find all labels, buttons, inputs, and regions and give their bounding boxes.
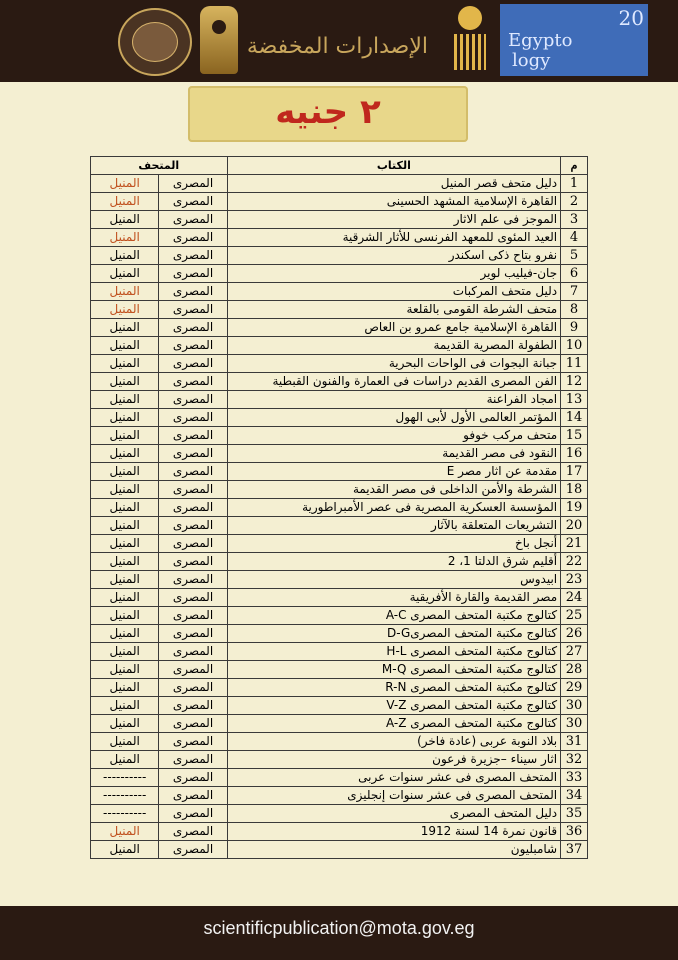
table-row <box>91 517 588 535</box>
museum-secondary: المنيل <box>91 715 159 733</box>
table-row <box>91 787 588 805</box>
book-title: كتالوج مكتبة المتحف المصرى R-N <box>227 679 561 697</box>
museum-primary: المصرى <box>159 589 227 607</box>
row-number: 34 <box>561 787 588 805</box>
col-header-title: الكتاب <box>227 157 561 175</box>
table-row <box>91 823 588 841</box>
table-row <box>91 391 588 409</box>
book-title: كتالوج مكتبة المتحف المصرى A-C <box>227 607 561 625</box>
book-title: مصر القديمة والقارة الأفريقية <box>227 589 561 607</box>
row-number: 25 <box>561 607 588 625</box>
museum-primary: المصرى <box>159 697 227 715</box>
museum-secondary: المنيل <box>91 697 159 715</box>
museum-primary: المصرى <box>159 805 227 823</box>
book-title: الموجز فى علم الاثار <box>227 211 561 229</box>
table-row <box>91 841 588 859</box>
row-number: 9 <box>561 319 588 337</box>
museum-secondary: ---------- <box>91 805 159 823</box>
books-table <box>90 156 588 859</box>
book-title: المؤتمر العالمى الأول لأبى الهول <box>227 409 561 427</box>
row-number: 11 <box>561 355 588 373</box>
table-row <box>91 733 588 751</box>
museum-secondary: المنيل <box>91 409 159 427</box>
museum-secondary: ---------- <box>91 787 159 805</box>
book-title: كتالوج مكتبة المتحف المصرى V-Z <box>227 697 561 715</box>
book-title: الفن المصرى القديم دراسات فى العمارة والفنون القبطية <box>227 373 561 391</box>
museum-secondary: المنيل <box>91 427 159 445</box>
ministry-seal-icon <box>118 8 192 76</box>
book-title: كتالوج مكتبة المتحف المصرى A-Z <box>227 715 561 733</box>
museum-primary: المصرى <box>159 265 227 283</box>
museum-secondary: المنيل <box>91 301 159 319</box>
museum-secondary: المنيل <box>91 355 159 373</box>
table-body <box>91 175 588 859</box>
table-row <box>91 535 588 553</box>
table-row <box>91 445 588 463</box>
museum-primary: المصرى <box>159 337 227 355</box>
table-row <box>91 283 588 301</box>
book-title: مقدمة عن اثار مصر E <box>227 463 561 481</box>
museum-secondary: المنيل <box>91 823 159 841</box>
price-banner <box>188 86 468 142</box>
table-row <box>91 643 588 661</box>
museum-secondary: المنيل <box>91 625 159 643</box>
museum-secondary: المنيل <box>91 211 159 229</box>
museum-secondary: المنيل <box>91 193 159 211</box>
museum-secondary: المنيل <box>91 553 159 571</box>
sun-disc-icon <box>452 6 488 72</box>
museum-primary: المصرى <box>159 355 227 373</box>
museum-secondary: المنيل <box>91 391 159 409</box>
table-row <box>91 211 588 229</box>
museum-secondary: المنيل <box>91 571 159 589</box>
row-number: 30 <box>561 697 588 715</box>
book-title: جان-فيليب لوير <box>227 265 561 283</box>
row-number: 32 <box>561 751 588 769</box>
museum-secondary: ---------- <box>91 769 159 787</box>
row-number: 6 <box>561 265 588 283</box>
row-number: 18 <box>561 481 588 499</box>
museum-primary: المصرى <box>159 481 227 499</box>
museum-primary: المصرى <box>159 571 227 589</box>
book-title: ابيدوس <box>227 571 561 589</box>
book-title: العيد المئوى للمعهد الفرنسى للأثار الشرقية <box>227 229 561 247</box>
row-number: 26 <box>561 625 588 643</box>
museum-secondary: المنيل <box>91 679 159 697</box>
museum-primary: المصرى <box>159 463 227 481</box>
museum-primary: المصرى <box>159 553 227 571</box>
table-row <box>91 247 588 265</box>
book-title: دليل المتحف المصرى <box>227 805 561 823</box>
book-title: المتحف المصرى فى عشر سنوات إنجليزى <box>227 787 561 805</box>
museum-secondary: المنيل <box>91 445 159 463</box>
museum-primary: المصرى <box>159 193 227 211</box>
table-row <box>91 697 588 715</box>
museum-secondary: المنيل <box>91 499 159 517</box>
row-number: 30 <box>561 715 588 733</box>
museum-secondary: المنيل <box>91 265 159 283</box>
museum-primary: المصرى <box>159 247 227 265</box>
museum-primary: المصرى <box>159 391 227 409</box>
price-label: ٢ جنيه <box>275 92 381 132</box>
museum-secondary: المنيل <box>91 589 159 607</box>
row-number: 23 <box>561 571 588 589</box>
book-title: اثار سيناء –جزيرة فرعون <box>227 751 561 769</box>
row-number: 4 <box>561 229 588 247</box>
table-row <box>91 805 588 823</box>
table-row <box>91 409 588 427</box>
museum-primary: المصرى <box>159 517 227 535</box>
museum-secondary: المنيل <box>91 643 159 661</box>
book-title: الطفولة المصرية القديمة <box>227 337 561 355</box>
book-title: قانون نمرة 14 لسنة 1912 <box>227 823 561 841</box>
museum-secondary: المنيل <box>91 229 159 247</box>
museum-secondary: المنيل <box>91 373 159 391</box>
book-title: التشريعات المتعلقة بالآثار <box>227 517 561 535</box>
museum-primary: المصرى <box>159 283 227 301</box>
header-title: الإصدارات المخفضة <box>246 34 428 59</box>
row-number: 33 <box>561 769 588 787</box>
museum-primary: المصرى <box>159 841 227 859</box>
row-number: 28 <box>561 661 588 679</box>
table-row <box>91 481 588 499</box>
museum-primary: المصرى <box>159 643 227 661</box>
book-title: المؤسسة العسكرية المصرية فى عصر الأمبراطورية <box>227 499 561 517</box>
museum-secondary: المنيل <box>91 463 159 481</box>
museum-primary: المصرى <box>159 715 227 733</box>
table-row <box>91 355 588 373</box>
row-number: 1 <box>561 175 588 193</box>
museum-secondary: المنيل <box>91 661 159 679</box>
book-title: متحف الشرطة القومى بالقلعة <box>227 301 561 319</box>
table-row <box>91 337 588 355</box>
museum-primary: المصرى <box>159 373 227 391</box>
museum-primary: المصرى <box>159 769 227 787</box>
table-row <box>91 427 588 445</box>
book-title: دليل متحف قصر المنيل <box>227 175 561 193</box>
table-row <box>91 769 588 787</box>
row-number: 8 <box>561 301 588 319</box>
museum-primary: المصرى <box>159 175 227 193</box>
row-number: 35 <box>561 805 588 823</box>
table-row <box>91 301 588 319</box>
book-title: بلاد النوبة عربى (عادة فاخر) <box>227 733 561 751</box>
book-title: أنجل باخ <box>227 535 561 553</box>
book-title: امجاد الفراعنة <box>227 391 561 409</box>
row-number: 14 <box>561 409 588 427</box>
book-title: الشرطة والأمن الداخلى فى مصر القديمة <box>227 481 561 499</box>
book-title: متحف مركب خوفو <box>227 427 561 445</box>
museum-primary: المصرى <box>159 625 227 643</box>
table-row <box>91 175 588 193</box>
museum-secondary: المنيل <box>91 751 159 769</box>
museum-secondary: المنيل <box>91 319 159 337</box>
table-row <box>91 553 588 571</box>
table-row <box>91 265 588 283</box>
table-row <box>91 463 588 481</box>
book-title: نفرو بتاح ذكى اسكندر <box>227 247 561 265</box>
museum-secondary: المنيل <box>91 175 159 193</box>
museum-primary: المصرى <box>159 535 227 553</box>
row-number: 29 <box>561 679 588 697</box>
book-title: القاهرة الإسلامية المشهد الحسينى <box>227 193 561 211</box>
book-title: كتالوج مكتبة المتحف المصرى H-L <box>227 643 561 661</box>
museum-primary: المصرى <box>159 661 227 679</box>
footer-bar <box>0 906 678 960</box>
museum-primary: المصرى <box>159 445 227 463</box>
row-number: 16 <box>561 445 588 463</box>
egyptology-logo-text-2: Egypto <box>508 30 573 51</box>
museum-secondary: المنيل <box>91 535 159 553</box>
row-number: 24 <box>561 589 588 607</box>
museum-primary: المصرى <box>159 679 227 697</box>
table-header-row <box>91 157 588 175</box>
museum-primary: المصرى <box>159 211 227 229</box>
table-row <box>91 751 588 769</box>
row-number: 21 <box>561 535 588 553</box>
book-title: كتالوج مكتبة المتحف المصرى M-Q <box>227 661 561 679</box>
book-title: المتحف المصرى فى عشر سنوات عربى <box>227 769 561 787</box>
museum-primary: المصرى <box>159 229 227 247</box>
row-number: 37 <box>561 841 588 859</box>
museum-primary: المصرى <box>159 607 227 625</box>
book-title: النقود فى مصر القديمة <box>227 445 561 463</box>
table-row <box>91 571 588 589</box>
book-title: أقليم شرق الدلتا 1، 2 <box>227 553 561 571</box>
table-row <box>91 715 588 733</box>
row-number: 10 <box>561 337 588 355</box>
table-row <box>91 607 588 625</box>
row-number: 19 <box>561 499 588 517</box>
row-number: 20 <box>561 517 588 535</box>
museum-primary: المصرى <box>159 301 227 319</box>
museum-secondary: المنيل <box>91 337 159 355</box>
row-number: 13 <box>561 391 588 409</box>
museum-secondary: المنيل <box>91 283 159 301</box>
egyptology-logo <box>500 4 648 76</box>
contact-email[interactable]: scientificpublication@mota.gov.eg <box>203 918 475 938</box>
museum-primary: المصرى <box>159 751 227 769</box>
museum-primary: المصرى <box>159 499 227 517</box>
row-number: 17 <box>561 463 588 481</box>
table-row <box>91 679 588 697</box>
header-bar <box>0 0 678 82</box>
museum-secondary: المنيل <box>91 247 159 265</box>
museum-primary: المصرى <box>159 319 227 337</box>
row-number: 31 <box>561 733 588 751</box>
table-row <box>91 589 588 607</box>
egyptology-logo-text-1: 20 <box>618 6 644 30</box>
row-number: 3 <box>561 211 588 229</box>
table-row <box>91 229 588 247</box>
egyptology-logo-text-3: logy <box>512 50 551 71</box>
museum-primary: المصرى <box>159 409 227 427</box>
museum-primary: المصرى <box>159 787 227 805</box>
row-number: 27 <box>561 643 588 661</box>
museum-primary: المصرى <box>159 733 227 751</box>
book-title: جبانة البجوات فى الواحات البحرية <box>227 355 561 373</box>
book-title: القاهرة الإسلامية جامع عمرو بن العاص <box>227 319 561 337</box>
col-header-museum: المتحف <box>91 157 228 175</box>
table-row <box>91 319 588 337</box>
table-row <box>91 373 588 391</box>
row-number: 36 <box>561 823 588 841</box>
book-title: دليل متحف المركبات <box>227 283 561 301</box>
table-row <box>91 625 588 643</box>
table-row <box>91 661 588 679</box>
row-number: 7 <box>561 283 588 301</box>
row-number: 22 <box>561 553 588 571</box>
museum-primary: المصرى <box>159 823 227 841</box>
museum-primary: المصرى <box>159 427 227 445</box>
museum-secondary: المنيل <box>91 481 159 499</box>
table-row <box>91 499 588 517</box>
museum-secondary: المنيل <box>91 733 159 751</box>
book-title: كتالوج مكتبة المتحف المصرىD-G <box>227 625 561 643</box>
table-row <box>91 193 588 211</box>
col-header-num: م <box>561 157 588 175</box>
row-number: 5 <box>561 247 588 265</box>
museum-secondary: المنيل <box>91 841 159 859</box>
book-title: شامبليون <box>227 841 561 859</box>
museum-secondary: المنيل <box>91 517 159 535</box>
pharaonic-emblem-icon <box>200 6 238 74</box>
row-number: 15 <box>561 427 588 445</box>
row-number: 2 <box>561 193 588 211</box>
museum-secondary: المنيل <box>91 607 159 625</box>
row-number: 12 <box>561 373 588 391</box>
